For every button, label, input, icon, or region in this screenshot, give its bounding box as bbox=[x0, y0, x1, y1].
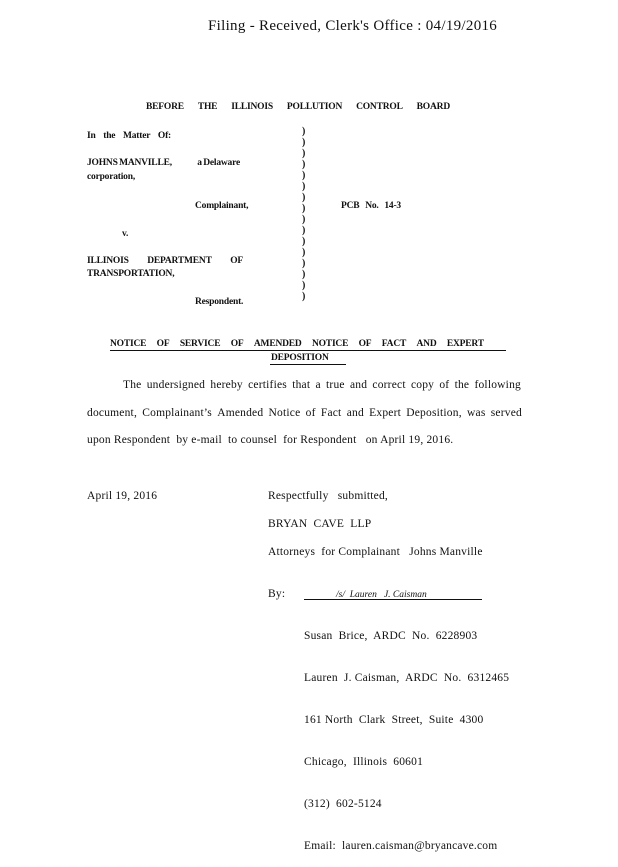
versus: v. bbox=[122, 229, 129, 239]
respondent-name: ILLINOIS DEPARTMENT OF bbox=[87, 256, 243, 266]
body-line-2: document, Complainant’s Amended Notice of Fact and Expert Deposition, was served bbox=[87, 407, 522, 419]
phone: (312) 602-5124 bbox=[304, 798, 382, 810]
board-heading bbox=[146, 102, 450, 112]
complainant-name: JOHNS MANVILLE, a Delaware bbox=[87, 158, 240, 168]
attorneys-for: Attorneys for Complainant Johns Manville bbox=[268, 546, 483, 558]
notice-title-underline-2 bbox=[270, 364, 346, 365]
e-signature: /s/ Lauren J. Caisman bbox=[336, 590, 427, 600]
heading-word: POLLUTION bbox=[286, 102, 343, 112]
address-street: 161 North Clark Street, Suite 4300 bbox=[304, 714, 484, 726]
heading-word: CONTROL bbox=[356, 102, 403, 112]
complainant-role: Complainant, bbox=[195, 201, 249, 211]
attorney-2: Lauren J. Caisman, ARDC No. 6312465 bbox=[304, 672, 510, 684]
in-the-matter: In the Matter Of: bbox=[87, 131, 171, 141]
law-firm: BRYAN CAVE LLP bbox=[268, 518, 372, 530]
attorney-1: Susan Brice, ARDC No. 6228903 bbox=[304, 630, 478, 642]
respondent-entity: TRANSPORTATION, bbox=[87, 269, 175, 279]
notice-title-line2: DEPOSITION bbox=[271, 353, 329, 363]
body-line-3: upon Respondent by e-mail to counsel for Respondent on April 19, 2016. bbox=[87, 434, 454, 446]
signature-block bbox=[304, 601, 509, 867]
heading-word: ILLINOIS bbox=[231, 102, 273, 112]
notice-title-underline-1 bbox=[110, 350, 506, 351]
body-line-1: The undersigned hereby certifies that a true and correct copy of the following bbox=[123, 379, 521, 391]
by-label: By: bbox=[268, 588, 286, 600]
respectfully-submitted: Respectfully submitted, bbox=[268, 490, 388, 502]
notice-title-line1: NOTICE OF SERVICE OF AMENDED NOTICE OF FACT AND EXPERT bbox=[110, 339, 484, 349]
respondent-role: Respondent. bbox=[195, 297, 244, 307]
email: Email: lauren.caisman@bryancave.com bbox=[304, 840, 498, 852]
heading-word: BEFORE bbox=[146, 102, 184, 112]
filing-stamp: Filing - Received, Clerk's Office : 04/19/2016 bbox=[208, 18, 498, 34]
complainant-entity: corporation, bbox=[87, 172, 135, 182]
heading-word: THE bbox=[197, 102, 218, 112]
heading-word: BOARD bbox=[416, 102, 450, 112]
case-number: PCB No. 14-3 bbox=[341, 201, 401, 211]
address-city: Chicago, Illinois 60601 bbox=[304, 756, 424, 768]
document-date: April 19, 2016 bbox=[87, 490, 158, 502]
caption-parentheses: ) ) ) ) ) ) ) ) ) ) ) ) ) ) ) ) bbox=[302, 126, 306, 302]
